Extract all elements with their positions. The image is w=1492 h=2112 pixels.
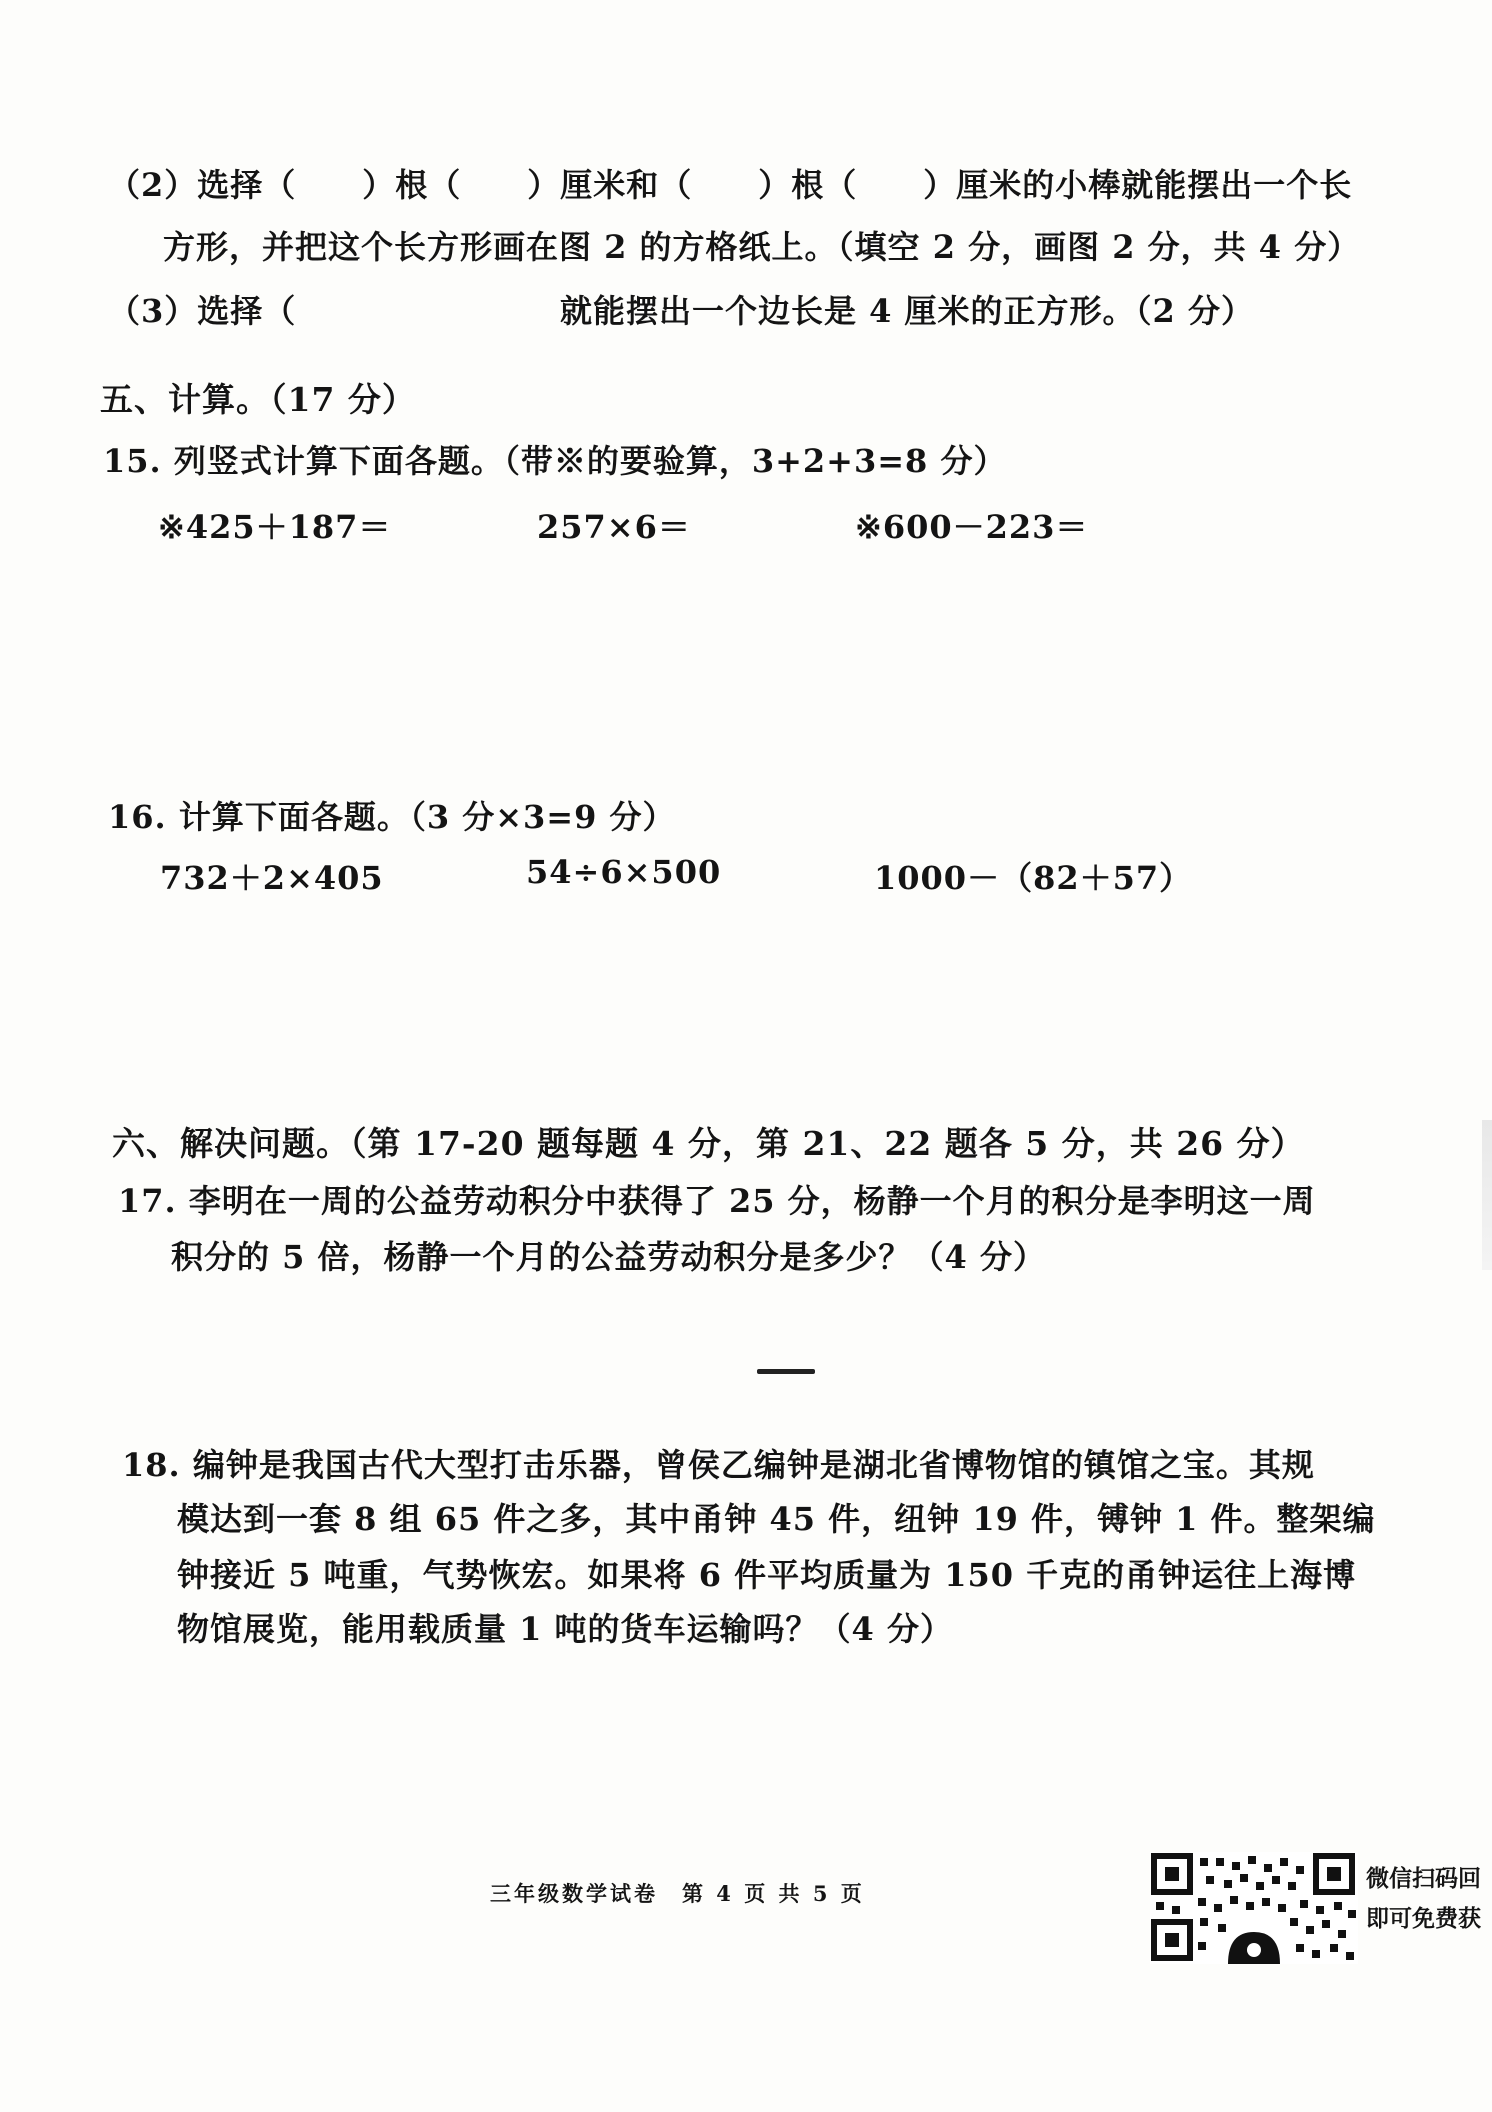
question-18-line3: 钟接近 5 吨重，气势恢宏。如果将 6 件平均质量为 150 千克的甬钟运往上海博: [177, 1556, 1357, 1594]
pen-mark: [757, 1369, 815, 1374]
question-15: 15. 列竖式计算下面各题。（带※的要验算，3+2+3=8 分）: [103, 442, 1007, 480]
question-18-line4: 物馆展览，能用载质量 1 吨的货车运输吗？（4 分）: [177, 1610, 953, 1648]
q14-part2-line1: （2）选择（ ）根（ ）厘米和（ ）根（ ）厘米的小棒就能摆出一个长: [108, 166, 1353, 204]
question-18-line1: 18. 编钟是我国古代大型打击乐器，曾侯乙编钟是湖北省博物馆的镇馆之宝。其规: [122, 1446, 1315, 1484]
q15-expression-1: ※425＋187＝: [158, 508, 392, 546]
question-17-line2: 积分的 5 倍，杨静一个月的公益劳动积分是多少？（4 分）: [171, 1238, 1046, 1276]
question-17-line1: 17. 李明在一周的公益劳动积分中获得了 25 分，杨静一个月的积分是李明这一周: [118, 1182, 1316, 1220]
q14-part2-line2: 方形，并把这个长方形画在图 2 的方格纸上。（填空 2 分，画图 2 分，共 4 分）: [163, 228, 1361, 266]
scan-edge-shadow: [1482, 1120, 1492, 1270]
section-6-heading: 六、解决问题。（第 17-20 题每题 4 分，第 21、22 题各 5 分，共 26 分）: [112, 1124, 1305, 1163]
qr-code-icon: [1150, 1852, 1358, 1964]
qr-caption-line1: 微信扫码回: [1366, 1866, 1481, 1892]
section-5-heading: 五、计算。（17 分）: [100, 380, 416, 419]
q16-expression-2: 54÷6×500: [526, 853, 722, 891]
question-18-line2: 模达到一套 8 组 65 件之多，其中甬钟 45 件，纽钟 19 件，镈钟 1 件。整架编: [177, 1500, 1376, 1538]
q16-expression-3: 1000－（82＋57）: [874, 859, 1193, 897]
qr-caption-line2: 即可免费获: [1366, 1906, 1481, 1932]
page-footer: 三年级数学试卷 第 4 页 共 5 页: [490, 1881, 865, 1906]
q14-part3-label: （3）选择（: [108, 292, 297, 330]
q16-expression-1: 732＋2×405: [160, 859, 384, 897]
q14-part3-rest: 就能摆出一个边长是 4 厘米的正方形。（2 分）: [560, 292, 1254, 330]
question-16: 16. 计算下面各题。（3 分×3=9 分）: [108, 798, 676, 836]
q15-expression-3: ※600－223＝: [855, 508, 1089, 546]
q15-expression-2: 257×6＝: [537, 508, 691, 546]
